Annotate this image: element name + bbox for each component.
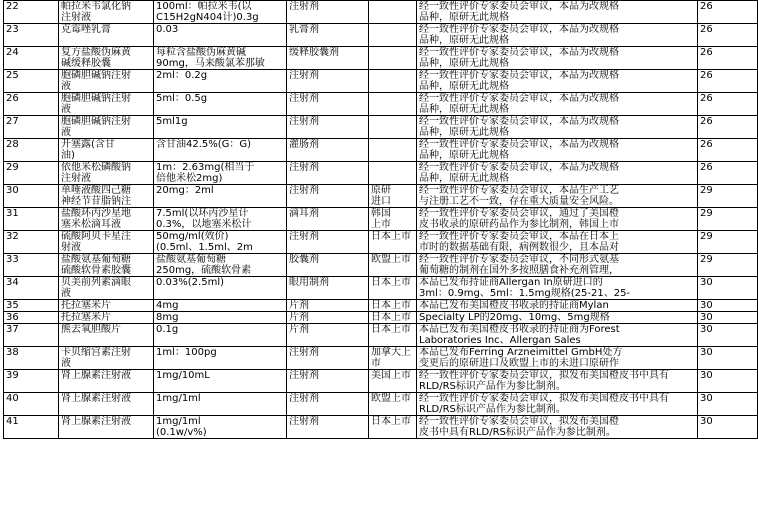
row-number-cell: 26 xyxy=(4,93,59,116)
table-row xyxy=(4,416,758,439)
table-row xyxy=(4,312,758,324)
specification-cell: 含甘油42.5%(G：G) xyxy=(154,139,287,162)
row-number-cell: 39 xyxy=(4,370,59,393)
row-number-cell: 22 xyxy=(4,1,59,24)
specification-cell: 20mg：2ml xyxy=(154,185,287,208)
market-status-cell: 日本上市 xyxy=(369,277,417,300)
market-status-cell: 韩国 上市 xyxy=(369,208,417,231)
batch-cell: 26 xyxy=(698,93,758,116)
market-status-cell: 日本上市 xyxy=(369,300,417,312)
table-row xyxy=(4,139,758,162)
row-number-cell: 32 xyxy=(4,231,59,254)
table-row xyxy=(4,116,758,139)
drug-name-cell: 盐酸环丙沙星地 塞米松滴耳液 xyxy=(59,208,154,231)
dosage-form-cell: 注射剂 xyxy=(287,370,369,393)
reason-cell: 本品已发布美国橙皮书收录的持证商为Forest Laboratories Inc、Allergan Sales xyxy=(417,324,698,347)
market-status-cell xyxy=(369,139,417,162)
specification-cell: 1mg/1ml (0.1w/v%) xyxy=(154,416,287,439)
batch-cell: 30 xyxy=(698,312,758,324)
batch-cell: 26 xyxy=(698,70,758,93)
table-row xyxy=(4,324,758,347)
drug-name-cell: 肾上腺素注射液 xyxy=(59,416,154,439)
table-row xyxy=(4,93,758,116)
specification-cell: 0.1g xyxy=(154,324,287,347)
specification-cell: 1m：2.63mg(相当于 倍他米松2mg) xyxy=(154,162,287,185)
market-status-cell xyxy=(369,47,417,70)
dosage-form-cell: 片剂 xyxy=(287,312,369,324)
row-number-cell: 31 xyxy=(4,208,59,231)
batch-cell: 29 xyxy=(698,208,758,231)
reason-cell: 经一致性评价专家委员会审议，本品为改规格 品种，原研无此规格 xyxy=(417,1,698,24)
table-row xyxy=(4,185,758,208)
dosage-form-cell: 缓释胶囊剂 xyxy=(287,47,369,70)
row-number-cell: 41 xyxy=(4,416,59,439)
dosage-form-cell: 注射剂 xyxy=(287,185,369,208)
drug-name-cell: 单唾液酸四己糖 神经节苷脂钠注 xyxy=(59,185,154,208)
row-number-cell: 34 xyxy=(4,277,59,300)
batch-cell: 29 xyxy=(698,231,758,254)
row-number-cell: 36 xyxy=(4,312,59,324)
reason-cell: 经一致性评价专家委员会审议，本品为改规格 品种，原研无此规格 xyxy=(417,162,698,185)
row-number-cell: 27 xyxy=(4,116,59,139)
specification-cell: 7.5ml(以环丙沙星计 0.3%，以地塞米松计 xyxy=(154,208,287,231)
drug-name-cell: 胞磷胆碱钠注射 液 xyxy=(59,93,154,116)
specification-cell: 100ml：帕拉米韦(以 C15H2gN404计)0.3g xyxy=(154,1,287,24)
specification-cell: 盐酸氨基葡萄糖 250mg，硫酸软骨素 xyxy=(154,254,287,277)
drug-name-cell: 卡贝缩宫素注射 液 xyxy=(59,347,154,370)
dosage-form-cell: 灌肠剂 xyxy=(287,139,369,162)
drug-name-cell: 克霉唑乳膏 xyxy=(59,24,154,47)
reason-cell: 经一致性评价专家委员会审议，通过了美国橙 皮书收录的原研药品作为参比制剂，韩国上市 xyxy=(417,208,698,231)
market-status-cell: 原研 进口 xyxy=(369,185,417,208)
drug-name-cell: 胞磷胆碱钠注射 液 xyxy=(59,116,154,139)
market-status-cell xyxy=(369,70,417,93)
dosage-form-cell: 注射剂 xyxy=(287,416,369,439)
reason-cell: 本品已发布Ferring Arzneimittel GmbH处方 变更后的原研进口及欧盟上市的未进口原研作 xyxy=(417,347,698,370)
market-status-cell: 日本上市 xyxy=(369,324,417,347)
specification-cell: 1mg/10mL xyxy=(154,370,287,393)
market-status-cell: 加拿大上 市 xyxy=(369,347,417,370)
drug-name-cell: 依他米松磷酸钠 注射液 xyxy=(59,162,154,185)
market-status-cell: 日本上市 xyxy=(369,231,417,254)
batch-cell: 26 xyxy=(698,116,758,139)
dosage-form-cell: 注射剂 xyxy=(287,116,369,139)
market-status-cell xyxy=(369,162,417,185)
row-number-cell: 30 xyxy=(4,185,59,208)
dosage-form-cell: 注射剂 xyxy=(287,347,369,370)
specification-cell: 5ml：0.5g xyxy=(154,93,287,116)
table-row xyxy=(4,347,758,370)
dosage-form-cell: 注射剂 xyxy=(287,70,369,93)
row-number-cell: 33 xyxy=(4,254,59,277)
reason-cell: 经一致性评价专家委员会审议，本品在日本上 市时的数据基础有限，病例数很少，且本品对 xyxy=(417,231,698,254)
reason-cell: 经一致性评价专家委员会审议，不同形式氨基 葡萄糖的制剂在国外多按照膳食补充剂管理， xyxy=(417,254,698,277)
batch-cell: 29 xyxy=(698,185,758,208)
table-row xyxy=(4,70,758,93)
dosage-form-cell: 注射剂 xyxy=(287,393,369,416)
reason-cell: 本品已发布美国橙皮书收录的持证商Mylan xyxy=(417,300,698,312)
specification-cell: 1ml：100pg xyxy=(154,347,287,370)
dosage-form-cell: 胶囊剂 xyxy=(287,254,369,277)
specification-cell: 2ml：0.2g xyxy=(154,70,287,93)
reason-cell: 经一致性评价专家委员会审议，拟发布美国橙皮书中具有 RLD/RS标识产品作为参比制剂。 xyxy=(417,370,698,393)
dosage-form-cell: 乳膏剂 xyxy=(287,24,369,47)
reason-cell: 经一致性评价专家委员会审议，本品为改规格 品种，原研无此规格 xyxy=(417,93,698,116)
market-status-cell: 欧盟上市 xyxy=(369,393,417,416)
drug-name-cell: 托拉塞米片 xyxy=(59,300,154,312)
batch-cell: 30 xyxy=(698,324,758,347)
row-number-cell: 35 xyxy=(4,300,59,312)
table-row xyxy=(4,24,758,47)
table-row xyxy=(4,370,758,393)
batch-cell: 30 xyxy=(698,393,758,416)
table-row xyxy=(4,277,758,300)
reason-cell: 本品已发布持证商Allergan In原研进口的 3ml：0.9mg、5ml：1.5mg规格(25-21、25- xyxy=(417,277,698,300)
batch-cell: 30 xyxy=(698,370,758,393)
drug-name-cell: 熊去氧胆酸片 xyxy=(59,324,154,347)
drug-name-cell: 盐酸氨基葡萄糖 硫酸软骨素胶囊 xyxy=(59,254,154,277)
row-number-cell: 28 xyxy=(4,139,59,162)
row-number-cell: 25 xyxy=(4,70,59,93)
batch-cell: 26 xyxy=(698,162,758,185)
drug-name-cell: 托拉塞米片 xyxy=(59,312,154,324)
table-row xyxy=(4,231,758,254)
drug-table xyxy=(3,0,758,439)
market-status-cell: 日本上市 xyxy=(369,312,417,324)
batch-cell: 26 xyxy=(698,47,758,70)
drug-name-cell: 肾上腺素注射液 xyxy=(59,393,154,416)
row-number-cell: 38 xyxy=(4,347,59,370)
drug-name-cell: 硫酸阿贝卡星注 射液 xyxy=(59,231,154,254)
specification-cell: 5ml1g xyxy=(154,116,287,139)
row-number-cell: 40 xyxy=(4,393,59,416)
batch-cell: 30 xyxy=(698,300,758,312)
batch-cell: 29 xyxy=(698,254,758,277)
drug-name-cell: 复方盐酸伪麻黄 碱缓释胶囊 xyxy=(59,47,154,70)
dosage-form-cell: 注射剂 xyxy=(287,162,369,185)
specification-cell: 每粒含盐酸伪麻黄碱 90mg，马来酸氯苯那敏 xyxy=(154,47,287,70)
batch-cell: 26 xyxy=(698,1,758,24)
dosage-form-cell: 片剂 xyxy=(287,300,369,312)
dosage-form-cell: 注射剂 xyxy=(287,231,369,254)
reason-cell: 经一致性评价专家委员会审议，本品为改规格 品种，原研无此规格 xyxy=(417,70,698,93)
dosage-form-cell: 注射剂 xyxy=(287,1,369,24)
market-status-cell xyxy=(369,93,417,116)
drug-name-cell: 胞磷胆碱钠注射 液 xyxy=(59,70,154,93)
specification-cell: 8mg xyxy=(154,312,287,324)
reason-cell: 经一致性评价专家委员会审议，本品生产工艺 与注册工艺不一致，存在重大质量安全风险。 xyxy=(417,185,698,208)
dosage-form-cell: 注射剂 xyxy=(287,93,369,116)
drug-name-cell: 贝美前列素滴眼 液 xyxy=(59,277,154,300)
market-status-cell xyxy=(369,116,417,139)
batch-cell: 30 xyxy=(698,277,758,300)
row-number-cell: 29 xyxy=(4,162,59,185)
drug-name-cell: 肾上腺素注射液 xyxy=(59,370,154,393)
drug-name-cell: 开塞露(含甘 油) xyxy=(59,139,154,162)
batch-cell: 26 xyxy=(698,24,758,47)
reason-cell: 经一致性评价专家委员会审议，拟发布美国橙 皮书中具有RLD/RS标识产品作为参比制剂。 xyxy=(417,416,698,439)
row-number-cell: 24 xyxy=(4,47,59,70)
dosage-form-cell: 滴耳剂 xyxy=(287,208,369,231)
table-row xyxy=(4,393,758,416)
drug-name-cell: 帕拉米韦氯化钠 注射液 xyxy=(59,1,154,24)
row-number-cell: 23 xyxy=(4,24,59,47)
specification-cell: 0.03 xyxy=(154,24,287,47)
specification-cell: 50mg/ml(效价) (0.5ml、1.5ml、2m xyxy=(154,231,287,254)
market-status-cell: 日本上市 xyxy=(369,416,417,439)
reason-cell: 经一致性评价专家委员会审议，本品为改规格 品种，原研无此规格 xyxy=(417,47,698,70)
dosage-form-cell: 眼用制剂 xyxy=(287,277,369,300)
batch-cell: 26 xyxy=(698,139,758,162)
batch-cell: 30 xyxy=(698,416,758,439)
row-number-cell: 37 xyxy=(4,324,59,347)
specification-cell: 0.03%(2.5ml) xyxy=(154,277,287,300)
market-status-cell xyxy=(369,24,417,47)
reason-cell: 经一致性评价专家委员会审议，本品为改规格 品种，原研无此规格 xyxy=(417,139,698,162)
table-row xyxy=(4,162,758,185)
table-row xyxy=(4,47,758,70)
reason-cell: 经一致性评价专家委员会审议，拟发布美国橙皮书中具有 RLD/RS标识产品作为参比制剂。 xyxy=(417,393,698,416)
table-row xyxy=(4,300,758,312)
dosage-form-cell: 片剂 xyxy=(287,324,369,347)
specification-cell: 1mg/1ml xyxy=(154,393,287,416)
table-body xyxy=(4,1,758,439)
table-row xyxy=(4,1,758,24)
market-status-cell: 欧盟上市 xyxy=(369,254,417,277)
table-row xyxy=(4,254,758,277)
market-status-cell xyxy=(369,1,417,24)
reason-cell: 经一致性评价专家委员会审议，本品为改规格 品种，原研无此规格 xyxy=(417,24,698,47)
batch-cell: 30 xyxy=(698,347,758,370)
reason-cell: Specialty LP的20mg、10mg、5mg规格 xyxy=(417,312,698,324)
specification-cell: 4mg xyxy=(154,300,287,312)
reason-cell: 经一致性评价专家委员会审议，本品为改规格 品种，原研无此规格 xyxy=(417,116,698,139)
table-row xyxy=(4,208,758,231)
market-status-cell: 美国上市 xyxy=(369,370,417,393)
